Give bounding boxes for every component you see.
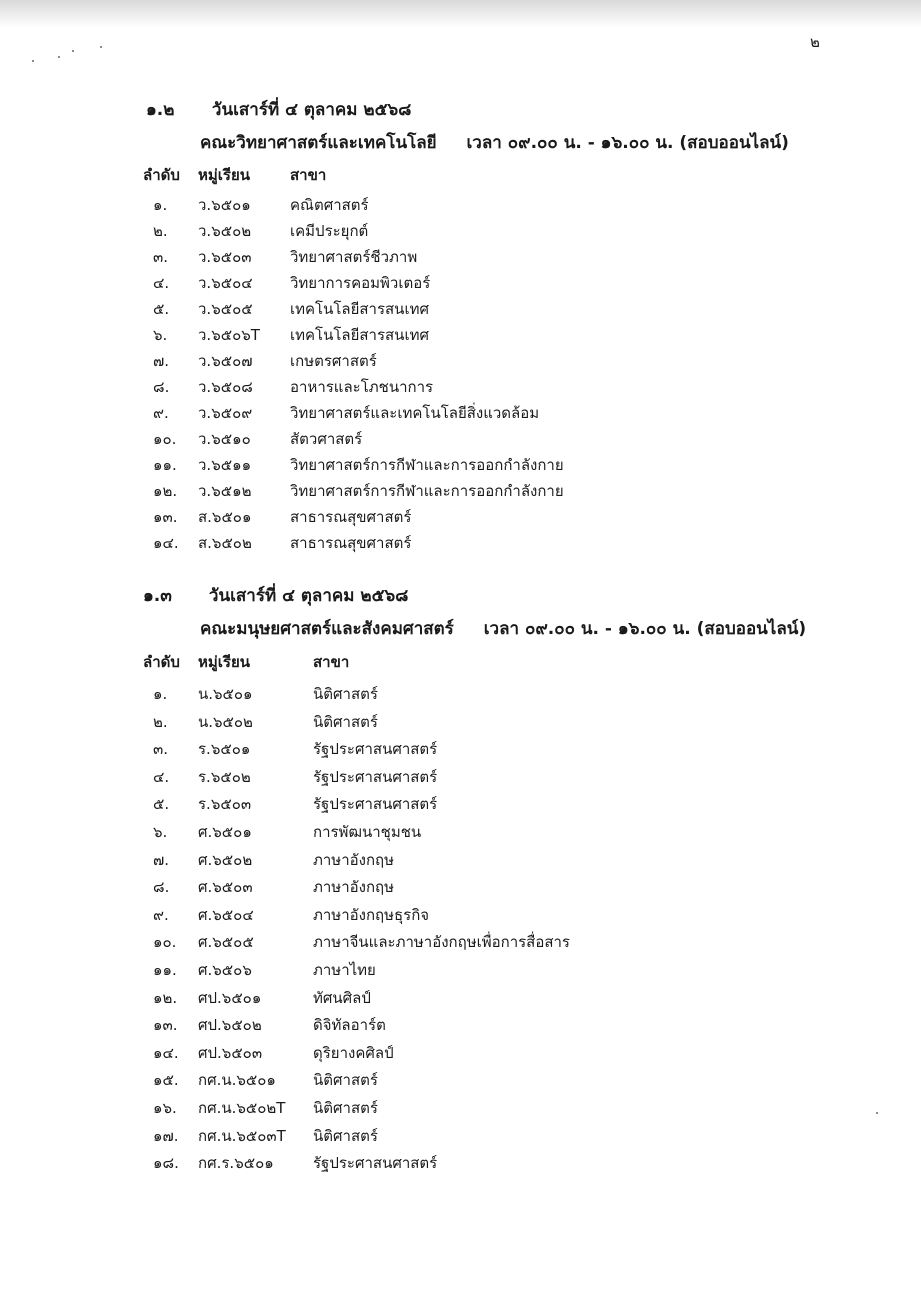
cell-group: ศ.๖๕๐๑ [198,822,252,841]
cell-group: ว.๖๕๐๘ [198,378,253,396]
section-date: วันเสาร์ที่ ๔ ตุลาคม ๒๕๖๘ [208,586,409,606]
table-row [143,848,843,876]
scan-speck [32,60,34,62]
exam-time: เวลา ๐๙.๐๐ น. - ๑๖.๐๐ น. (สอบออนไลน์) [483,619,807,639]
cell-order: ๑๔. [153,1043,179,1062]
table-row [143,1124,843,1152]
header-group: หมู่เรียน [198,653,251,671]
cell-group: ศป.๖๕๐๓ [198,1043,263,1062]
table-row [143,505,843,531]
cell-major: สาธารณสุขศาสตร์ [290,534,412,552]
header-major: สาขา [290,166,327,184]
cell-group: ศ.๖๕๐๖ [198,960,252,979]
cell-group: กศ.น.๖๕๐๑ [198,1071,276,1090]
table-row [143,737,843,765]
cell-order: ๒. [153,712,168,731]
header-major: สาขา [313,653,350,671]
cell-major: รัฐประศาสนศาสตร์ [313,1154,438,1173]
section-number: ๑.๓ [143,586,172,606]
cell-group: ว.๖๕๐๗ [198,352,253,370]
cell-order: ๙. [153,905,169,924]
cell-order: ๓. [153,248,169,266]
cell-group: ร.๖๕๐๑ [198,740,251,759]
table-header [143,650,843,682]
cell-major: รัฐประศาสนศาสตร์ [313,740,438,759]
cell-order: ๑๐. [153,933,177,952]
cell-order: ๙. [153,404,169,422]
cell-major: เกษตรศาสตร์ [290,352,377,370]
cell-group: กศ.น.๖๕๐๒T [198,1098,286,1117]
faculty-line [200,615,806,642]
cell-order: ๑๔. [153,534,179,552]
table-row [143,682,843,710]
cell-group: ศ.๖๕๐๔ [198,905,254,924]
table-row [143,1068,843,1096]
faculty-name: คณะวิทยาศาสตร์และเทคโนโลยี [200,133,437,153]
cell-group: ศป.๖๕๐๒ [198,1016,262,1035]
table-row [143,271,843,297]
table-row [143,1096,843,1124]
header-group: หมู่เรียน [198,166,251,184]
cell-order: ๑. [153,685,168,703]
section-science-technology [146,96,789,156]
cell-group: ว.๖๕๐๙ [198,404,253,422]
cell-group: ศ.๖๕๐๓ [198,878,253,897]
cell-major: วิทยาศาสตร์การกีฬาและการออกกำลังกาย [290,482,564,500]
cell-order: ๗. [153,850,170,869]
cell-order: ๑๓. [153,508,178,526]
cell-major: คณิตศาสตร์ [290,196,369,214]
cell-major: นิติศาสตร์ [313,1126,378,1145]
cell-major: ภาษาไทย [313,960,376,979]
section-heading [146,96,789,123]
cell-group: ส.๖๕๐๒ [198,534,252,552]
cell-order: ๕. [153,300,170,318]
cell-major: วิทยาศาสตร์การกีฬาและการออกกำลังกาย [290,456,564,474]
table-row [143,986,843,1014]
cell-order: ๕. [153,795,170,814]
cell-order: ๔. [153,767,170,786]
table-row [143,531,843,557]
table-row [143,792,843,820]
scan-speck [100,46,102,48]
table-row [143,297,843,323]
cell-major: รัฐประศาสนศาสตร์ [313,767,438,786]
table-row [143,1151,843,1179]
cell-group: ว.๖๕๐๕ [198,300,253,318]
table-row [143,930,843,958]
cell-major: การพัฒนาชุมชน [313,822,422,841]
cell-group: ร.๖๕๐๓ [198,795,252,814]
cell-group: น.๖๕๐๒ [198,712,253,731]
cell-group: ว.๖๕๑๒ [198,482,252,500]
cell-major: รัฐประศาสนศาสตร์ [313,795,438,814]
cell-order: ๑๘. [153,1154,179,1173]
table-row [143,1041,843,1069]
cell-order: ๑๐. [153,430,177,448]
cell-order: ๑๒. [153,482,178,500]
faculty-name: คณะมนุษยศาสตร์และสังคมศาสตร์ [200,619,454,639]
cell-group: ว.๖๕๐๑ [198,196,251,214]
section-date: วันเสาร์ที่ ๔ ตุลาคม ๒๕๖๘ [211,100,412,120]
cell-group: ว.๖๕๐๖T [198,326,260,344]
table-row [143,245,843,271]
cell-order: ๑๓. [153,1016,178,1035]
scan-speck [72,50,74,52]
cell-major: วิทยาศาสตร์และเทคโนโลยีสิ่งแวดล้อม [290,404,540,422]
table-row [143,820,843,848]
cell-major: ภาษาอังกฤษ [313,850,395,869]
cell-order: ๖. [153,326,168,344]
cell-major: สาธารณสุขศาสตร์ [290,508,412,526]
cell-major: เคมีประยุกต์ [290,222,369,240]
exam-time: เวลา ๐๙.๐๐ น. - ๑๖.๐๐ น. (สอบออนไลน์) [466,133,789,153]
cell-order: ๑๖. [153,1098,177,1117]
cell-order: ๒. [153,222,168,240]
faculty-line [200,129,789,156]
table-row [143,765,843,793]
cell-group: กศ.ร.๖๕๐๑ [198,1154,274,1173]
scan-speck [58,56,60,58]
table-row [143,323,843,349]
scan-speck [876,1112,878,1114]
cell-order: ๘. [153,378,170,396]
cell-order: ๘. [153,878,170,897]
cell-group: ส.๖๕๐๑ [198,508,252,526]
cell-group: น.๖๕๐๑ [198,685,253,703]
section-number: ๑.๒ [146,100,175,120]
cell-group: ว.๖๕๐๓ [198,248,252,266]
cell-major: เทคโนโลยีสารสนเทศ [290,326,429,344]
cell-major: สัตวศาสตร์ [290,430,363,448]
header-order: ลำดับ [143,653,180,671]
cell-order: ๖. [153,822,168,841]
major-table-humanities [143,650,843,1179]
table-row [143,1013,843,1041]
cell-major: วิทยาการคอมพิวเตอร์ [290,274,431,292]
table-row [143,479,843,505]
table-row [143,958,843,986]
cell-order: ๑. [153,196,168,214]
cell-major: ภาษาจีนและภาษาอังกฤษเพื่อการสื่อสาร [313,933,570,952]
cell-order: ๔. [153,274,170,292]
cell-major: ทัศนศิลป์ [313,988,371,1007]
cell-group: ว.๖๕๑๐ [198,430,251,448]
section-heading [143,582,806,609]
table-row [143,710,843,738]
cell-order: ๑๗. [153,1126,179,1145]
header-order: ลำดับ [143,166,180,184]
cell-order: ๑๑. [153,456,177,474]
cell-group: ว.๖๕๐๒ [198,222,252,240]
cell-group: ศป.๖๕๐๑ [198,988,262,1007]
cell-order: ๓. [153,740,169,759]
major-table-science [143,163,843,557]
cell-order: ๑๕. [153,1071,179,1090]
cell-group: ศ.๖๕๐๕ [198,933,254,952]
cell-order: ๗. [153,352,170,370]
cell-group: ศ.๖๕๐๒ [198,850,253,869]
cell-group: กศ.น.๖๕๐๓T [198,1126,286,1145]
cell-major: วิทยาศาสตร์ชีวภาพ [290,248,418,266]
cell-major: ภาษาอังกฤษธุรกิจ [313,905,430,924]
cell-group: ร.๖๕๐๒ [198,767,251,786]
cell-major: อาหารและโภชนาการ [290,378,434,396]
cell-major: ภาษาอังกฤษ [313,878,395,897]
scan-edge-shadow [0,0,921,28]
table-row [143,375,843,401]
page-number: ๒ [810,33,820,51]
cell-major: นิติศาสตร์ [313,685,378,703]
cell-major: นิติศาสตร์ [313,1071,378,1090]
table-row [143,401,843,427]
cell-group: ว.๖๕๐๔ [198,274,253,292]
table-row [143,427,843,453]
cell-major: นิติศาสตร์ [313,1098,378,1117]
cell-order: ๑๑. [153,960,177,979]
table-row [143,193,843,219]
table-row [143,453,843,479]
cell-major: ดุริยางคศิลป์ [313,1043,394,1062]
table-header [143,163,843,193]
cell-order: ๑๒. [153,988,178,1007]
section-humanities-social [143,582,806,642]
table-row [143,349,843,375]
table-row [143,875,843,903]
table-row [143,219,843,245]
cell-major: นิติศาสตร์ [313,712,378,731]
cell-major: เทคโนโลยีสารสนเทศ [290,300,429,318]
cell-major: ดิจิทัลอาร์ต [313,1016,386,1035]
table-row [143,903,843,931]
cell-group: ว.๖๕๑๑ [198,456,252,474]
